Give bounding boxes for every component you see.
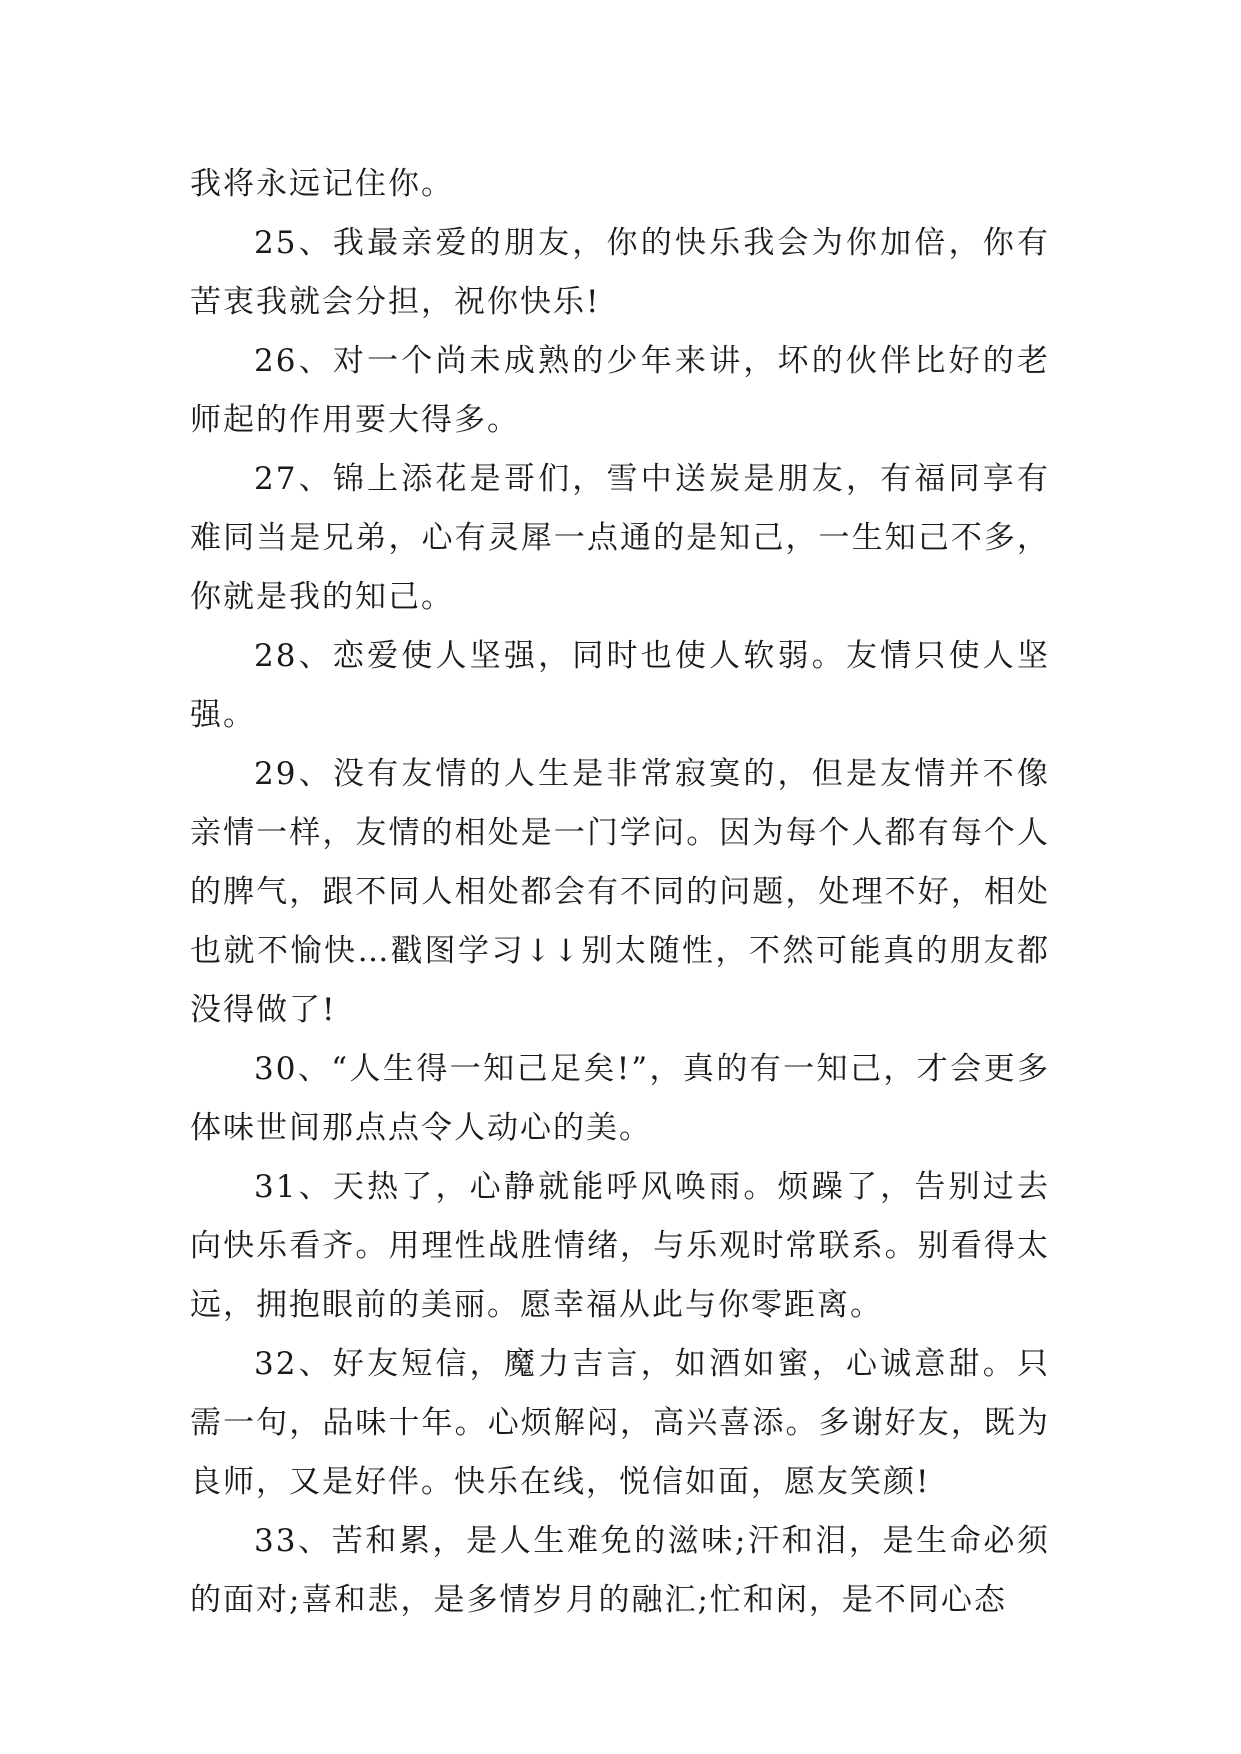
paragraph-28: 28、恋爱使人坚强，同时也使人软弱。友情只使人坚强。 <box>190 638 1050 733</box>
paragraph-31: 31、天热了，心静就能呼风唤雨。烦躁了，告别过去向快乐看齐。用理性战胜情绪，与乐观时常联系。别看得太远，拥抱眼前的美丽。愿幸福从此与你零距离。 <box>190 1169 1050 1323</box>
paragraph-continuation: 我将永远记住你。 <box>190 166 454 202</box>
paragraph-26: 26、对一个尚未成熟的少年来讲，坏的伙伴比好的老师起的作用要大得多。 <box>190 343 1050 438</box>
body-text <box>190 155 1050 1630</box>
paragraph-30: 30、“人生得一知己足矣!”，真的有一知己，才会更多体味世间那点点令人动心的美。 <box>190 1051 1050 1146</box>
paragraph-25: 25、我最亲爱的朋友，你的快乐我会为你加倍，你有苦衷我就会分担，祝你快乐! <box>190 225 1050 320</box>
paragraph-27: 27、锦上添花是哥们，雪中送炭是朋友，有福同享有难同当是兄弟，心有灵犀一点通的是知己，一生知己不多，你就是我的知己。 <box>190 461 1050 615</box>
paragraph-29: 29、没有友情的人生是非常寂寞的，但是友情并不像亲情一样，友情的相处是一门学问。因为每个人都有每个人的脾气，跟不同人相处都会有不同的问题，处理不好，相处也就不愉快…戳图学习↓↓别太随性，不然可能真的朋友都没得做了! <box>190 756 1050 1028</box>
paragraph-32: 32、好友短信，魔力吉言，如酒如蜜，心诚意甜。只需一句，品味十年。心烦解闷，高兴喜添。多谢好友，既为良师，又是好伴。快乐在线，悦信如面，愿友笑颜! <box>190 1346 1050 1500</box>
paragraph-33: 33、苦和累，是人生难免的滋味;汗和泪，是生命必须的面对;喜和悲，是多情岁月的融汇;忙和闲，是不同心态 <box>190 1523 1050 1618</box>
